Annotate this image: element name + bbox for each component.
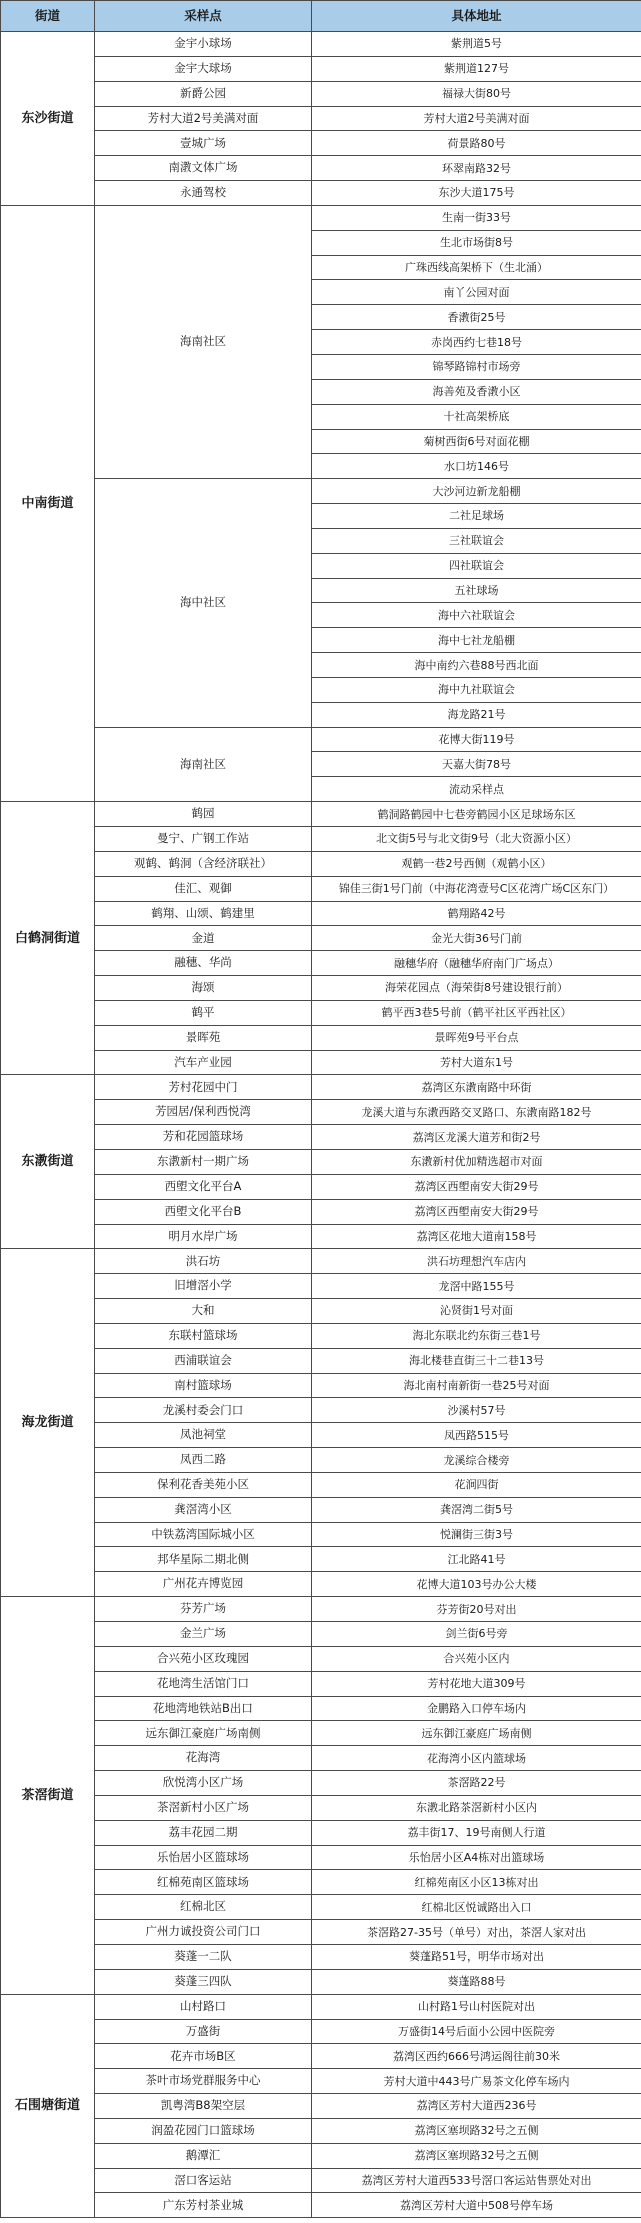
site-cell: 金兰广场 (95, 1622, 312, 1647)
address-cell: 南丫公园对面 (312, 280, 641, 305)
address-cell: 融穗华府（融穗华府南门广场点） (312, 951, 641, 976)
address-cell: 花博大道103号办公大楼 (312, 1572, 641, 1597)
site-cell: 花海湾 (95, 1746, 312, 1771)
address-cell: 荔湾区龙溪大道芳和街2号 (312, 1125, 641, 1150)
site-cell: 欣悦湾小区广场 (95, 1771, 312, 1796)
street-cell: 茶滘街道 (1, 1597, 95, 1995)
table-row (1, 131, 641, 156)
table-row (1, 2094, 641, 2119)
table-body (1, 32, 641, 2218)
site-cell: 花卉市场B区 (95, 2044, 312, 2069)
site-cell: 永通驾校 (95, 181, 312, 206)
table-row (1, 1373, 641, 1398)
site-cell: 鹤平 (95, 1000, 312, 1025)
table-row (1, 1448, 641, 1473)
address-cell: 沁贤街1号对面 (312, 1299, 641, 1324)
site-cell: 汽车产业园 (95, 1050, 312, 1075)
table-row (1, 479, 641, 504)
address-cell: 生南一街33号 (312, 205, 641, 230)
address-cell: 茶滘路27-35号（单号）对出，茶滘人家对出 (312, 1920, 641, 1945)
address-cell: 紫荆道127号 (312, 56, 641, 81)
address-cell: 五社球场 (312, 578, 641, 603)
site-cell: 芳园居/保利西悦湾 (95, 1100, 312, 1125)
address-cell: 锦琴路锦村市场旁 (312, 354, 641, 379)
site-cell: 芳和花园篮球场 (95, 1125, 312, 1150)
address-cell: 山村路1号山村医院对出 (312, 1994, 641, 2019)
site-cell: 观鹤、鹤洞（含经济联社） (95, 851, 312, 876)
site-cell: 凤西二路 (95, 1448, 312, 1473)
address-cell: 海北南村南新街一巷25号对面 (312, 1373, 641, 1398)
address-cell: 海善苑及香漖小区 (312, 379, 641, 404)
address-cell: 鹤翔路42号 (312, 901, 641, 926)
site-cell: 广州花卉博览园 (95, 1572, 312, 1597)
address-cell: 花海湾小区内篮球场 (312, 1746, 641, 1771)
table-row (1, 156, 641, 181)
table-row (1, 32, 641, 57)
table-row (1, 1969, 641, 1994)
address-cell: 荔湾区芳村大道西236号 (312, 2094, 641, 2119)
table-row (1, 1845, 641, 1870)
site-cell: 凤池祠堂 (95, 1423, 312, 1448)
site-cell: 大和 (95, 1299, 312, 1324)
address-cell: 天嘉大街78号 (312, 752, 641, 777)
site-cell: 明月水岸广场 (95, 1224, 312, 1249)
site-cell: 海南社区 (95, 205, 312, 478)
street-cell: 东沙街道 (1, 32, 95, 206)
address-cell: 花博大街119号 (312, 727, 641, 752)
address-cell: 北文街5号与北文街9号（北大资源小区） (312, 827, 641, 852)
address-cell: 荔湾区西塱南安大街29号 (312, 1174, 641, 1199)
table-row (1, 1547, 641, 1572)
site-cell: 合兴苑小区玫瑰园 (95, 1646, 312, 1671)
address-cell: 福禄大街80号 (312, 81, 641, 106)
table-row (1, 1746, 641, 1771)
table-row (1, 2118, 641, 2143)
address-cell: 红棉北区悦诚路出入口 (312, 1895, 641, 1920)
table-row (1, 1125, 641, 1150)
site-cell: 金宇小球场 (95, 32, 312, 57)
address-cell: 香漖街25号 (312, 305, 641, 330)
site-cell: 西塱文化平台A (95, 1174, 312, 1199)
address-cell: 紫荆道5号 (312, 32, 641, 57)
table-row (1, 1795, 641, 1820)
header-street: 街道 (1, 1, 95, 32)
address-cell: 东漖新村优加精选超市对面 (312, 1149, 641, 1174)
table-row (1, 2019, 641, 2044)
street-cell: 中南街道 (1, 205, 95, 801)
address-cell: 赤岗西约七巷18号 (312, 330, 641, 355)
address-cell: 东沙大道175号 (312, 181, 641, 206)
site-cell: 乐怡居小区篮球场 (95, 1845, 312, 1870)
table-row (1, 951, 641, 976)
site-cell: 东联村篮球场 (95, 1323, 312, 1348)
site-cell: 万盛街 (95, 2019, 312, 2044)
site-cell: 山村路口 (95, 1994, 312, 2019)
table-row (1, 1895, 641, 1920)
address-cell: 四社联谊会 (312, 553, 641, 578)
site-cell: 凯粤湾B8架空层 (95, 2094, 312, 2119)
site-cell: 茶滘新村小区广场 (95, 1795, 312, 1820)
table-row (1, 181, 641, 206)
address-cell: 广珠西线高架桥下（生北涌） (312, 255, 641, 280)
street-cell: 白鹤洞街道 (1, 802, 95, 1075)
address-cell: 鹤平西3巷5号前（鹤平社区平西社区） (312, 1000, 641, 1025)
site-cell: 中铁荔湾国际城小区 (95, 1522, 312, 1547)
address-cell: 剑兰街6号旁 (312, 1622, 641, 1647)
table-row (1, 1994, 641, 2019)
site-cell: 润盈花园门口篮球场 (95, 2118, 312, 2143)
site-cell: 鹅潭汇 (95, 2143, 312, 2168)
site-cell: 滘口客运站 (95, 2168, 312, 2193)
address-cell: 锦佳三街1号门前（中海花湾壹号C区花湾广场C区东门） (312, 876, 641, 901)
address-cell: 环翠南路32号 (312, 156, 641, 181)
address-cell: 芬芳街20号对出 (312, 1597, 641, 1622)
site-cell: 新爵公园 (95, 81, 312, 106)
table-row (1, 1597, 641, 1622)
address-cell: 生北市场街8号 (312, 230, 641, 255)
address-cell: 洪石坊理想汽车店内 (312, 1249, 641, 1274)
address-cell: 海中九社联谊会 (312, 677, 641, 702)
table-row (1, 876, 641, 901)
table-row (1, 1920, 641, 1945)
address-cell: 凤西路515号 (312, 1423, 641, 1448)
site-cell: 景晖苑 (95, 1025, 312, 1050)
site-cell: 葵蓬三四队 (95, 1969, 312, 1994)
table-row (1, 2044, 641, 2069)
table-row (1, 1249, 641, 1274)
table-row (1, 1149, 641, 1174)
table-row (1, 1721, 641, 1746)
address-cell: 荷景路80号 (312, 131, 641, 156)
address-cell: 龙溪综合楼旁 (312, 1448, 641, 1473)
site-cell: 南村篮球场 (95, 1373, 312, 1398)
table-row (1, 1174, 641, 1199)
site-cell: 广州力诚投资公司门口 (95, 1920, 312, 1945)
site-cell: 鹤园 (95, 802, 312, 827)
table-row (1, 1100, 641, 1125)
table-row (1, 2069, 641, 2094)
table-row (1, 2143, 641, 2168)
site-cell: 广东芳村茶业城 (95, 2193, 312, 2218)
street-cell: 石围塘街道 (1, 1994, 95, 2218)
table-row (1, 1497, 641, 1522)
table-header-row (1, 1, 641, 32)
table-row (1, 1572, 641, 1597)
table-row (1, 1199, 641, 1224)
address-cell: 水口坊146号 (312, 454, 641, 479)
site-cell: 海中社区 (95, 479, 312, 727)
address-cell: 葵蓬路51号，明华市场对出 (312, 1944, 641, 1969)
table-row (1, 2168, 641, 2193)
header-site: 采样点 (95, 1, 312, 32)
address-cell: 龙滘中路155号 (312, 1274, 641, 1299)
address-cell: 荔丰街17、19号南侧人行道 (312, 1820, 641, 1845)
site-cell: 保利花香美苑小区 (95, 1472, 312, 1497)
site-cell: 芬芳广场 (95, 1597, 312, 1622)
table-row (1, 81, 641, 106)
site-cell: 芳村大道2号美满对面 (95, 106, 312, 131)
address-cell: 十社高架桥底 (312, 404, 641, 429)
table-row (1, 1820, 641, 1845)
address-cell: 茶滘路22号 (312, 1771, 641, 1796)
address-cell: 红棉苑南区小区13栋对出 (312, 1870, 641, 1895)
address-cell: 海中南约六巷88号西北面 (312, 653, 641, 678)
table-row (1, 1522, 641, 1547)
site-cell: 花地湾生活馆门口 (95, 1671, 312, 1696)
address-cell: 观鹤一巷2号西侧（观鹤小区） (312, 851, 641, 876)
table-row (1, 1870, 641, 1895)
address-cell: 荔湾区西塱南安大街29号 (312, 1199, 641, 1224)
table-row (1, 1771, 641, 1796)
address-cell: 菊树西街6号对面花棚 (312, 429, 641, 454)
table-row (1, 1398, 641, 1423)
address-cell: 二社足球场 (312, 504, 641, 529)
address-cell: 金光大街36号门前 (312, 926, 641, 951)
table-row (1, 976, 641, 1001)
site-cell: 佳汇、观御 (95, 876, 312, 901)
address-cell: 芳村大道中443号广易茶文化停车场内 (312, 2069, 641, 2094)
table-row (1, 802, 641, 827)
address-cell: 远东御江豪庭广场南侧 (312, 1721, 641, 1746)
address-cell: 海北楼巷直街三十二巷13号 (312, 1348, 641, 1373)
address-cell: 龚滘湾二街5号 (312, 1497, 641, 1522)
site-cell: 融穗、华尚 (95, 951, 312, 976)
address-cell: 鹤洞路鹤园中七巷旁鹤园小区足球场东区 (312, 802, 641, 827)
table-row (1, 926, 641, 951)
site-cell: 龙溪村委会门口 (95, 1398, 312, 1423)
site-cell: 金宇大球场 (95, 56, 312, 81)
table-row (1, 1323, 641, 1348)
address-cell: 荔湾区花地大道南158号 (312, 1224, 641, 1249)
table-row (1, 56, 641, 81)
address-cell: 芳村花地大道309号 (312, 1671, 641, 1696)
address-cell: 荔湾区芳村大道中508号停车场 (312, 2193, 641, 2218)
table-row (1, 1050, 641, 1075)
table-row (1, 1025, 641, 1050)
table-row (1, 1224, 641, 1249)
address-cell: 海北东联北约东街三巷1号 (312, 1323, 641, 1348)
site-cell: 花地湾地铁站B出口 (95, 1696, 312, 1721)
table-row (1, 851, 641, 876)
site-cell: 壹城广场 (95, 131, 312, 156)
site-cell: 芳村花园中门 (95, 1075, 312, 1100)
site-cell: 东漖新村一期广场 (95, 1149, 312, 1174)
site-cell: 邦华星际二期北侧 (95, 1547, 312, 1572)
site-cell: 金道 (95, 926, 312, 951)
address-cell: 芳村大道东1号 (312, 1050, 641, 1075)
site-cell: 西浦联谊会 (95, 1348, 312, 1373)
address-cell: 万盛街14号后面小公园中医院旁 (312, 2019, 641, 2044)
table-row (1, 1646, 641, 1671)
site-cell: 海颂 (95, 976, 312, 1001)
address-cell: 合兴苑小区内 (312, 1646, 641, 1671)
site-cell: 海南社区 (95, 727, 312, 802)
table-row (1, 1274, 641, 1299)
address-cell: 悦澜街三街3号 (312, 1522, 641, 1547)
table-row (1, 106, 641, 131)
address-cell: 景晖苑9号平台点 (312, 1025, 641, 1050)
address-cell: 流动采样点 (312, 777, 641, 802)
site-cell: 曼宁、广钢工作站 (95, 827, 312, 852)
table-row (1, 1671, 641, 1696)
table-row (1, 827, 641, 852)
address-cell: 荔湾区塞坝路32号之五侧 (312, 2118, 641, 2143)
address-cell: 东漖北路茶滘新村小区内 (312, 1795, 641, 1820)
street-cell: 海龙街道 (1, 1249, 95, 1597)
address-cell: 花涧四街 (312, 1472, 641, 1497)
address-cell: 沙溪村57号 (312, 1398, 641, 1423)
table-row (1, 727, 641, 752)
address-cell: 海中六社联谊会 (312, 603, 641, 628)
site-cell: 远东御江豪庭广场南侧 (95, 1721, 312, 1746)
site-cell: 红棉苑南区篮球场 (95, 1870, 312, 1895)
address-cell: 荔湾区芳村大道西533号滘口客运站售票处对出 (312, 2168, 641, 2193)
table-row (1, 1472, 641, 1497)
address-cell: 荔湾区东漖南路中环街 (312, 1075, 641, 1100)
table-row (1, 2193, 641, 2218)
header-address: 具体地址 (312, 1, 641, 32)
street-cell: 东漖街道 (1, 1075, 95, 1249)
site-cell: 龚滘湾小区 (95, 1497, 312, 1522)
site-cell: 旧增滘小学 (95, 1274, 312, 1299)
site-cell: 葵蓬一二队 (95, 1944, 312, 1969)
site-cell: 洪石坊 (95, 1249, 312, 1274)
address-cell: 海龙路21号 (312, 702, 641, 727)
table-row (1, 205, 641, 230)
address-cell: 江北路41号 (312, 1547, 641, 1572)
address-cell: 海中七社龙船棚 (312, 628, 641, 653)
site-cell: 荔丰花园二期 (95, 1820, 312, 1845)
site-cell: 西塱文化平台B (95, 1199, 312, 1224)
address-cell: 葵蓬路88号 (312, 1969, 641, 1994)
site-cell: 红棉北区 (95, 1895, 312, 1920)
address-cell: 芳村大道2号美满对面 (312, 106, 641, 131)
table-row (1, 901, 641, 926)
table-row (1, 1299, 641, 1324)
site-cell: 茶叶市场党群服务中心 (95, 2069, 312, 2094)
site-cell: 鹤翔、山颂、鹤建里 (95, 901, 312, 926)
address-cell: 龙溪大道与东漖西路交叉路口、东漖南路182号 (312, 1100, 641, 1125)
table-row (1, 1348, 641, 1373)
address-cell: 三社联谊会 (312, 528, 641, 553)
site-cell: 南漖文体广场 (95, 156, 312, 181)
address-cell: 乐怡居小区A4栋对出篮球场 (312, 1845, 641, 1870)
table-row (1, 1696, 641, 1721)
table-row (1, 1423, 641, 1448)
address-cell: 海荣花园点（海荣街8号建设银行前） (312, 976, 641, 1001)
table-row (1, 1944, 641, 1969)
table-row (1, 1622, 641, 1647)
table-row (1, 1000, 641, 1025)
address-cell: 大沙河边新龙船棚 (312, 479, 641, 504)
table-row (1, 1075, 641, 1100)
address-cell: 荔湾区西约666号鸿运阁往前30米 (312, 2044, 641, 2069)
address-cell: 荔湾区塞坝路32号之五侧 (312, 2143, 641, 2168)
address-cell: 金鹏路入口停车场内 (312, 1696, 641, 1721)
